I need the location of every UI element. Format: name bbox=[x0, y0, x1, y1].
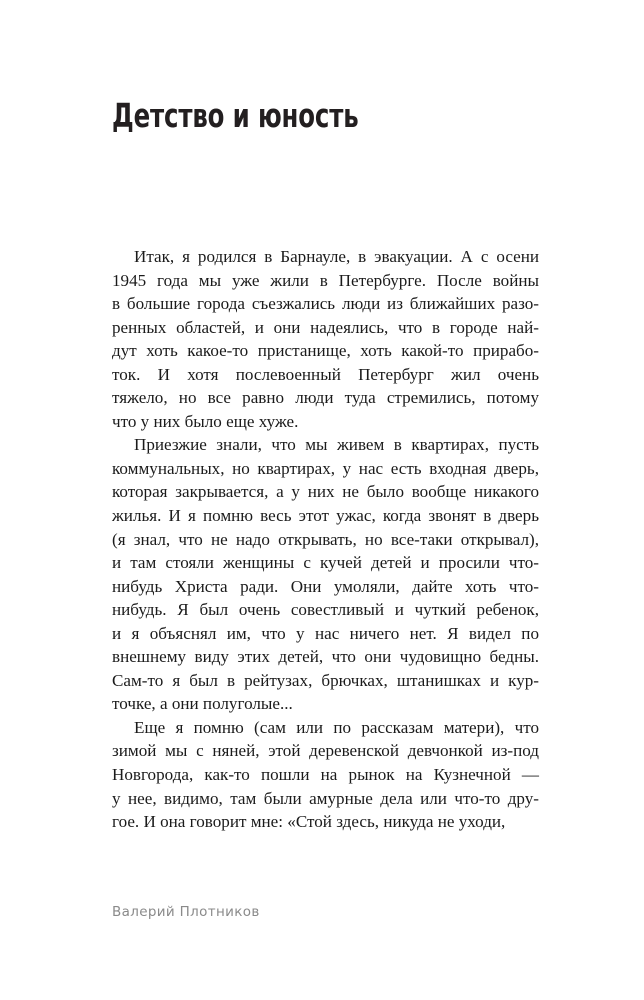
text-line: зимой мы с няней, этой деревенской девчонкой из-под bbox=[112, 741, 539, 761]
text-line: что у них было еще хуже. bbox=[112, 411, 299, 431]
text-line: точке, а они полуголые... bbox=[112, 694, 293, 714]
text-line: гое. И она говорит мне: «Стой здесь, никуда не уходи, bbox=[112, 812, 506, 832]
body-paragraph bbox=[112, 245, 539, 433]
text-line: Итак, я родился в Барнауле, в эвакуации. А с осени bbox=[134, 247, 539, 266]
text-line: и я объяснял им, что у нас ничего нет. Я видел по bbox=[112, 623, 539, 643]
text-line: которая закрывается, а у них не было вообще никакого bbox=[112, 482, 539, 502]
text-line: внешнему виду этих детей, что они чудовищно бедны. bbox=[112, 647, 539, 667]
text-line: дут хоть какое-то пристанище, хоть какой-то прирабо- bbox=[112, 341, 539, 361]
text-line: нибудь. Я был очень совестливый и чуткий ребенок, bbox=[112, 600, 539, 620]
chapter-title: Детство и юность bbox=[112, 96, 359, 135]
text-line: Еще я помню (сам или по рассказам матери), что bbox=[134, 717, 539, 737]
text-line: ренных областей, и они надеялись, что в городе най- bbox=[112, 317, 539, 337]
text-line: у нее, видимо, там были амурные дела или что-то дру- bbox=[112, 788, 539, 808]
text-line: жилья. И я помню весь этот ужас, когда звонят в дверь bbox=[112, 506, 539, 526]
running-footer-author: Валерий Плотников bbox=[112, 904, 260, 920]
text-line: (я знал, что не надо открывать, но все-таки открывал), bbox=[112, 529, 539, 549]
text-line: ток. И хотя послевоенный Петербург жил очень bbox=[112, 364, 539, 384]
text-line: и там стояли женщины с кучей детей и просили что- bbox=[112, 553, 539, 573]
text-line: Новгорода, как-то пошли на рынок на Кузнечной — bbox=[112, 765, 539, 785]
body-text-column bbox=[112, 245, 539, 834]
text-line: 1945 года мы уже жили в Петербурге. После войны bbox=[112, 270, 539, 290]
text-line: тяжело, но все равно люди туда стремились, потому bbox=[112, 388, 539, 408]
text-line: коммунальных, но квартирах, у нас есть входная дверь, bbox=[112, 458, 539, 478]
text-line: нибудь Христа ради. Они умоляли, дайте хоть что- bbox=[112, 576, 539, 596]
body-paragraph bbox=[112, 433, 539, 716]
text-line: Сам-то я был в рейтузах, брючках, штанишках и кур- bbox=[112, 670, 539, 690]
body-paragraph bbox=[112, 716, 539, 834]
text-line: в большие города съезжались люди из ближайших разо- bbox=[112, 294, 539, 314]
text-line: Приезжие знали, что мы живем в квартирах, пусть bbox=[134, 435, 539, 455]
